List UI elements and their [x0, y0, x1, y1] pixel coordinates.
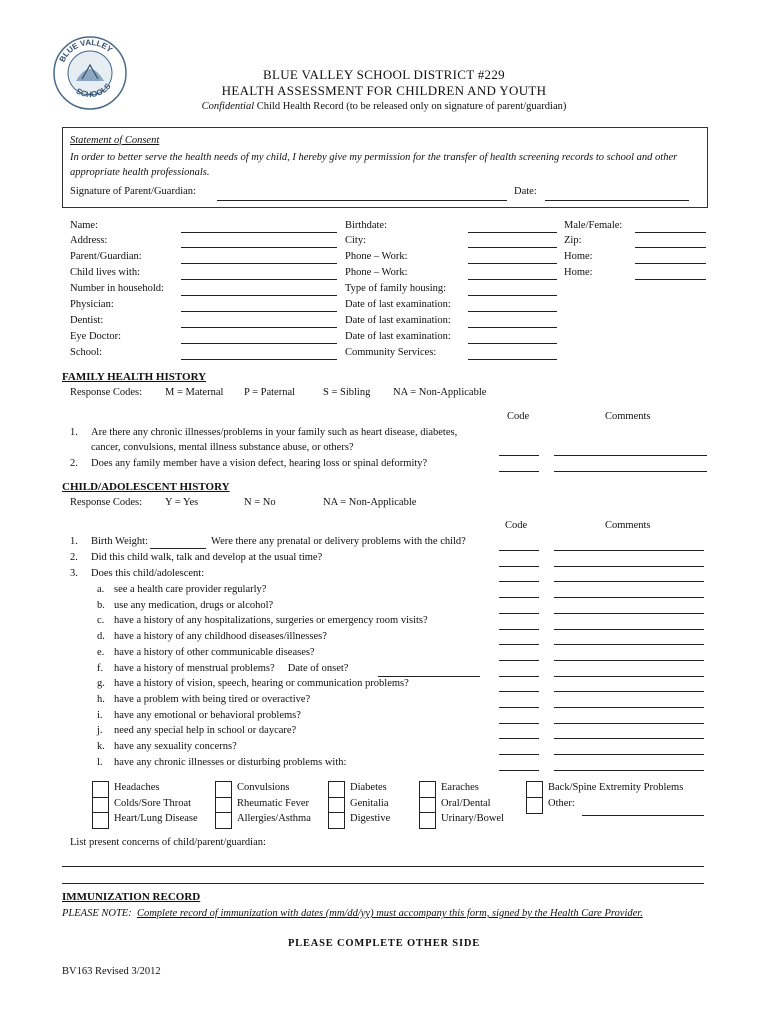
subquestion-letter: k. [97, 741, 105, 752]
subquestion-letter: c. [97, 615, 105, 627]
concerns-line-1[interactable] [62, 866, 704, 867]
consent-text: In order to better serve the health needs of my child, I hereby give my permission for the transfer of health screening records to school and other appropriate health professionals. [70, 152, 678, 178]
child-history-title: CHILD/ADOLESCENT HISTORY [62, 481, 230, 493]
subquestion-letter: f. [97, 662, 104, 674]
subquestion-text: have a history of any childhood diseases/illnesses? [114, 631, 327, 643]
family-q1-text-cont: cancer, convulsions, mental illness substance abuse, or others? [91, 442, 354, 453]
code-field[interactable] [499, 581, 539, 582]
comment-field[interactable] [554, 707, 704, 708]
signature-label: Signature of Parent/Guardian: [70, 186, 196, 197]
condition-label: Heart/Lung Disease [114, 813, 198, 824]
comment-field[interactable] [554, 581, 704, 582]
subquestion-letter: l. [97, 756, 103, 768]
info-field[interactable] [468, 311, 557, 312]
form-revision: BV163 Revised 3/2012 [62, 966, 161, 977]
info-label: Date of last examination: [345, 331, 451, 342]
condition-checkbox[interactable] [215, 812, 232, 829]
family-code-paternal: P = Paternal [244, 387, 296, 398]
condition-label: Diabetes [350, 782, 387, 793]
comment-field[interactable] [554, 723, 704, 724]
info-field[interactable] [635, 247, 706, 248]
info-field[interactable] [181, 295, 337, 296]
subquestion-letter: b. [97, 599, 105, 611]
info-label: Dentist: [70, 315, 104, 326]
code-field[interactable] [499, 770, 539, 771]
comment-field[interactable] [554, 738, 704, 739]
info-field[interactable] [468, 279, 557, 280]
code-field[interactable] [499, 597, 539, 598]
info-label: Parent/Guardian: [70, 251, 142, 262]
comment-field[interactable] [554, 691, 704, 692]
info-field[interactable] [181, 311, 337, 312]
info-field[interactable] [181, 263, 337, 264]
child-q1-text: Were there any prenatal or delivery problems with the child? [211, 536, 466, 547]
family-history-title: FAMILY HEALTH HISTORY [62, 371, 207, 383]
subquestion-letter: e. [97, 646, 105, 658]
condition-label: Oral/Dental [441, 797, 491, 809]
subquestion-text: need any special help in school or daycare? [114, 725, 297, 737]
form-subtitle: Confidential Child Health Record (to be released only on signature of parent/guardian) [201, 101, 567, 112]
comment-field[interactable] [554, 550, 704, 551]
condition-label: Urinary/Bowel [441, 813, 504, 824]
child-codes-label: Response Codes: [70, 497, 143, 508]
child-q2-num: 2. [70, 552, 78, 563]
info-label: Eye Doctor: [70, 331, 122, 342]
subquestion-letter: i. [97, 709, 103, 721]
family-q2-comment-field[interactable] [554, 471, 707, 472]
info-field[interactable] [635, 279, 706, 280]
family-q1-comment-field[interactable] [554, 455, 707, 456]
info-label: Physician: [70, 299, 114, 310]
condition-checkbox[interactable] [92, 797, 109, 814]
comment-field[interactable] [554, 613, 704, 614]
family-code-na: NA = Non-Applicable [393, 387, 487, 398]
district-title: BLUE VALLEY SCHOOL DISTRICT #229 [263, 67, 505, 82]
code-field[interactable] [499, 691, 539, 692]
condition-label: Rheumatic Fever [237, 797, 310, 809]
condition-checkbox[interactable] [328, 781, 345, 798]
info-field[interactable] [468, 295, 557, 296]
condition-label: Headaches [114, 782, 160, 793]
code-field[interactable] [499, 613, 539, 614]
child-code-no: N = No [244, 497, 276, 508]
subquestion-text: have a history of menstrual problems? Date of onset? [114, 662, 349, 674]
info-label: Birthdate: [345, 220, 387, 231]
comment-field[interactable] [554, 644, 704, 645]
info-field[interactable] [181, 343, 337, 344]
child-comments-header: Comments [605, 520, 651, 531]
child-code-header: Code [505, 520, 528, 531]
subquestion-letter: j. [97, 725, 103, 737]
comment-field[interactable] [554, 660, 704, 661]
family-codes-label: Response Codes: [70, 387, 143, 398]
comment-field[interactable] [554, 754, 704, 755]
info-label: Address: [70, 235, 108, 246]
immunization-note: PLEASE NOTE: Complete record of immunization with dates (mm/dd/yy) must accompany this form, signed by the Health Care Provider. [62, 908, 643, 919]
immunization-title: IMMUNIZATION RECORD [62, 891, 201, 903]
info-field[interactable] [635, 232, 706, 233]
subquestion-letter: a. [97, 584, 105, 595]
child-q2-text: Did this child walk, talk and develop at the usual time? [91, 552, 323, 563]
svg-text:SCHOOLS: SCHOOLS [74, 81, 113, 100]
child-q3-num: 3. [70, 568, 78, 579]
family-q2-num: 2. [70, 458, 78, 469]
info-label: Home: [564, 251, 593, 262]
condition-checkbox[interactable] [92, 781, 109, 798]
info-label: City: [345, 235, 367, 246]
consent-box [62, 127, 708, 208]
info-field[interactable] [468, 247, 557, 248]
subquestion-text: see a health care provider regularly? [114, 584, 267, 595]
code-field[interactable] [499, 676, 539, 677]
info-label: Phone – Work: [345, 251, 408, 262]
condition-checkbox[interactable] [328, 797, 345, 814]
subquestion-text: have a history of vision, speech, hearing or communication problems? [114, 678, 409, 690]
code-field[interactable] [499, 629, 539, 630]
code-field[interactable] [499, 660, 539, 661]
child-q1-num: 1. [70, 536, 78, 547]
info-label: Phone – Work: [345, 267, 408, 278]
child-code-na: NA = Non-Applicable [323, 497, 417, 508]
condition-label: Colds/Sore Throat [114, 797, 192, 809]
subquestion-text: have any emotional or behavioral problems? [114, 709, 301, 721]
code-field[interactable] [499, 754, 539, 755]
condition-checkbox[interactable] [419, 812, 436, 829]
menstrual-onset-date-field[interactable] [378, 676, 480, 677]
family-comments-header: Comments [605, 411, 651, 422]
code-field[interactable] [499, 644, 539, 645]
concerns-line-2[interactable] [62, 883, 704, 884]
condition-label: Other: [548, 797, 575, 809]
info-label: Number in household: [70, 283, 164, 294]
family-code-maternal: M = Maternal [165, 387, 224, 398]
subquestion-text: have a history of other communicable diseases? [114, 646, 315, 658]
info-label: Male/Female: [564, 220, 623, 231]
subquestion-text: have any sexuality concerns? [114, 741, 237, 752]
condition-checkbox[interactable] [328, 812, 345, 829]
family-q1-text: Are there any chronic illnesses/problems in your family such as heart disease, diabetes, [91, 427, 458, 438]
consent-heading: Statement of Consent [70, 135, 160, 146]
signature-field[interactable] [217, 200, 507, 201]
concerns-label: List present concerns of child/parent/guardian: [70, 837, 266, 848]
consent-date-field[interactable] [545, 200, 689, 201]
subquestion-text: have a problem with being tired or overactive? [114, 693, 311, 705]
child-code-yes: Y = Yes [165, 497, 199, 508]
form-title: HEALTH ASSESSMENT FOR CHILDREN AND YOUTH [221, 83, 547, 98]
date-label: Date: [514, 186, 537, 197]
comment-field[interactable] [554, 629, 704, 630]
code-field[interactable] [499, 550, 539, 551]
condition-label: Genitalia [350, 797, 389, 809]
info-label: School: [70, 347, 103, 358]
info-label: Child lives with: [70, 267, 141, 278]
code-field[interactable] [499, 738, 539, 739]
condition-label: Convulsions [237, 782, 290, 793]
info-label: Name: [70, 220, 98, 231]
subquestion-letter: h. [97, 693, 105, 705]
condition-checkbox[interactable] [215, 797, 232, 814]
family-code-header: Code [507, 411, 530, 422]
info-field[interactable] [181, 327, 337, 328]
info-field[interactable] [468, 327, 557, 328]
code-field[interactable] [499, 707, 539, 708]
other-condition-field[interactable] [582, 815, 704, 816]
info-field[interactable] [468, 343, 557, 344]
info-field[interactable] [468, 359, 557, 360]
info-label: Date of last examination: [345, 299, 451, 310]
family-code-sibling: S = Sibling [323, 387, 371, 398]
condition-checkbox[interactable] [419, 797, 436, 814]
subquestion-text: have a history of any hospitalizations, surgeries or emergency room visits? [114, 615, 428, 627]
code-field[interactable] [499, 566, 539, 567]
birth-weight-label: Birth Weight: [91, 536, 149, 547]
comment-field[interactable] [554, 566, 704, 567]
family-q2-text: Does any family member have a vision defect, hearing loss or spinal deformity? [91, 458, 428, 469]
comment-field[interactable] [554, 676, 704, 677]
condition-label: Digestive [350, 813, 391, 824]
family-q1-code-field[interactable] [499, 455, 539, 456]
condition-checkbox[interactable] [526, 781, 543, 798]
info-field[interactable] [468, 263, 557, 264]
info-field[interactable] [468, 232, 557, 233]
info-field[interactable] [635, 263, 706, 264]
info-label: Type of family housing: [345, 283, 447, 294]
info-label: Home: [564, 267, 593, 278]
code-field[interactable] [499, 723, 539, 724]
subquestion-text: use any medication, drugs or alcohol? [114, 599, 274, 611]
info-field[interactable] [181, 232, 337, 233]
family-q1-num: 1. [70, 427, 78, 438]
comment-field[interactable] [554, 770, 704, 771]
child-q3-text: Does this child/adolescent: [91, 568, 205, 579]
svg-text:BLUE VALLEY: BLUE VALLEY [57, 37, 115, 64]
subquestion-letter: g. [97, 678, 105, 690]
subquestion-text: have any chronic illnesses or disturbing problems with: [114, 756, 347, 768]
complete-other-side: PLEASE COMPLETE OTHER SIDE [287, 938, 481, 949]
condition-label: Allergies/Asthma [237, 813, 311, 824]
info-label: Community Services: [345, 347, 437, 358]
birth-weight-field[interactable] [150, 548, 206, 549]
condition-label: Earaches [441, 782, 479, 793]
condition-checkbox[interactable] [92, 812, 109, 829]
info-field[interactable] [181, 359, 337, 360]
family-q2-code-field[interactable] [499, 471, 539, 472]
info-label: Zip: [564, 235, 582, 246]
condition-label: Back/Spine Extremity Problems [548, 782, 684, 793]
condition-checkbox[interactable] [419, 781, 436, 798]
condition-checkbox[interactable] [215, 781, 232, 798]
subquestion-letter: d. [97, 631, 105, 643]
comment-field[interactable] [554, 597, 704, 598]
info-field[interactable] [181, 247, 337, 248]
condition-checkbox[interactable] [526, 797, 543, 814]
info-field[interactable] [181, 279, 337, 280]
info-label: Date of last examination: [345, 315, 451, 326]
